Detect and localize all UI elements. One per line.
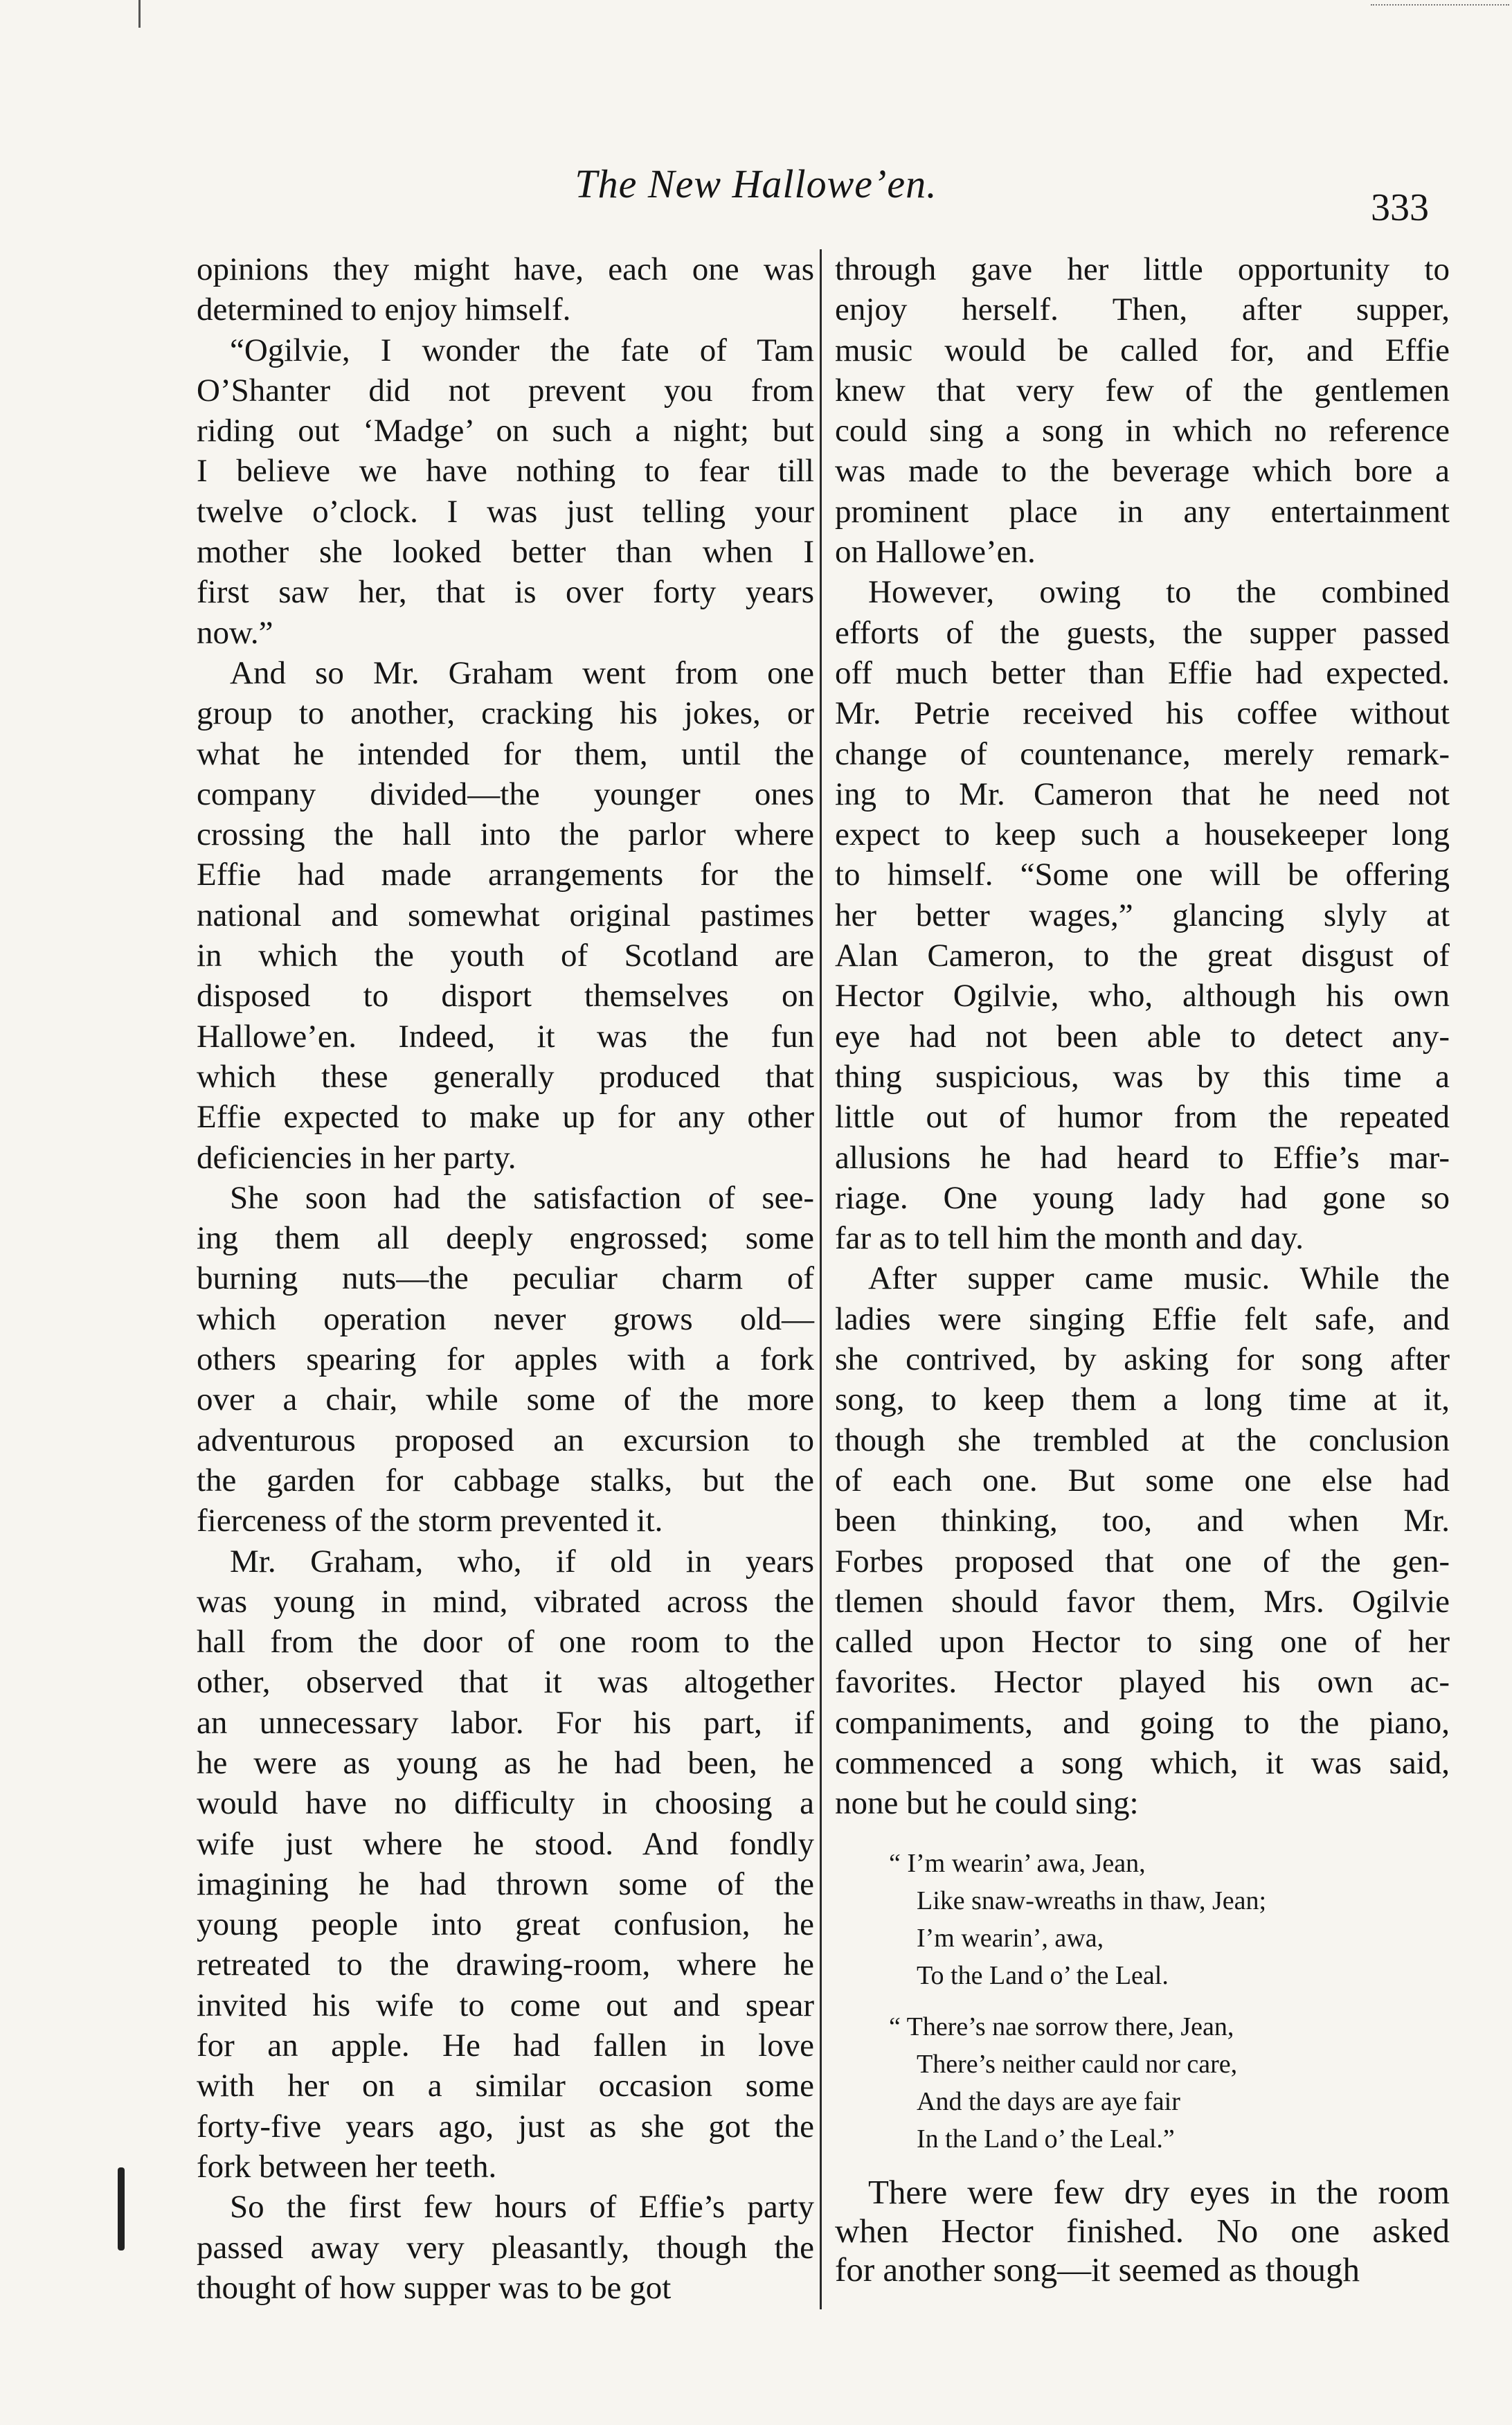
- text-line: adventurous proposed an excursion to: [197, 1422, 814, 1458]
- text-line: ing them all deeply engrossed; some: [197, 1220, 814, 1257]
- text-line: others spearing for apples with a fork: [197, 1341, 814, 1378]
- text-line: companiments, and going to the piano,: [835, 1704, 1450, 1741]
- text-line: Hallowe’en. Indeed, it was the fun: [197, 1018, 814, 1055]
- poem-stanza-2: [835, 2008, 1450, 2158]
- text-line: thing suspicious, was by this time a: [835, 1058, 1450, 1095]
- text-line: what he intended for them, until the: [197, 735, 814, 772]
- text-line: determined to enjoy himself.: [197, 292, 571, 328]
- text-line: called upon Hector to sing one of her: [835, 1624, 1450, 1661]
- text-line: for an apple. He had fallen in love: [197, 2028, 814, 2064]
- text-line: would have no difficulty in choosing a: [197, 1785, 814, 1822]
- text-line: However, owing to the combined: [868, 574, 1450, 611]
- text-line: disposed to disport themselves on: [197, 978, 814, 1014]
- text-line: none but he could sing:: [835, 1785, 1139, 1822]
- margin-tick: [138, 0, 141, 28]
- poem-line: To the Land o’ the Leal.: [917, 1960, 1169, 1990]
- text-line: group to another, cracking his jokes, or: [197, 695, 814, 732]
- text-line: She soon had the satisfaction of see-: [230, 1179, 814, 1216]
- text-line: through gave her little opportunity to: [835, 251, 1450, 287]
- text-line: off much better than Effie had expected.: [835, 654, 1450, 691]
- text-line: though she trembled at the conclusion: [835, 1422, 1450, 1458]
- text-line: Effie had made arrangements for the: [197, 857, 814, 893]
- poem-line: “ There’s nae sorrow there, Jean,: [889, 2012, 1234, 2041]
- running-title: The New Hallowe’en.: [575, 161, 937, 206]
- text-line: tlemen should favor them, Mrs. Ogilvie: [835, 1583, 1450, 1620]
- text-line: Effie expected to make up for any other: [197, 1099, 814, 1136]
- text-line: O’Shanter did not prevent you from: [197, 372, 814, 409]
- text-line: commenced a song which, it was said,: [835, 1744, 1450, 1781]
- text-line: burning nuts—the peculiar charm of: [197, 1260, 814, 1297]
- poem-line: There’s neither cauld nor care,: [917, 2049, 1238, 2079]
- text-line: deficiencies in her party.: [197, 1139, 516, 1176]
- text-line: which these generally produced that: [197, 1058, 814, 1095]
- text-line: retreated to the drawing-room, where he: [197, 1947, 814, 1983]
- text-line: And so Mr. Graham went from one: [230, 654, 814, 691]
- text-line: Mr. Petrie received his coffee without: [835, 695, 1450, 732]
- text-line: the garden for cabbage stalks, but the: [197, 1462, 814, 1498]
- text-line: thought of how supper was to be got: [197, 2269, 672, 2306]
- text-line: prominent place in any entertainment: [835, 493, 1450, 530]
- text-line: I believe we have nothing to fear till: [197, 453, 814, 490]
- margin-ink-mark: [118, 2167, 125, 2250]
- right-column-body: [835, 249, 1450, 1824]
- text-line: of each one. But some one else had: [835, 1462, 1450, 1498]
- text-line: So the first few hours of Effie’s party: [230, 2189, 814, 2226]
- text-line: an unnecessary labor. For his part, if: [197, 1704, 814, 1741]
- text-line: forty-five years ago, just as she got the: [197, 2108, 814, 2145]
- text-line: far as to tell him the month and day.: [835, 1220, 1304, 1257]
- text-line: ing to Mr. Cameron that he need not: [835, 776, 1450, 812]
- poem-line: In the Land o’ the Leal.”: [917, 2124, 1175, 2154]
- text-line: crossing the hall into the parlor where: [197, 816, 814, 853]
- text-line: passed away very pleasantly, though the: [197, 2229, 814, 2266]
- text-line: young people into great confusion, he: [197, 1906, 814, 1943]
- text-line: Forbes proposed that one of the gen-: [835, 1543, 1450, 1580]
- poem-line: I’m wearin’, awa,: [917, 1923, 1104, 1953]
- text-line: little out of humor from the repeated: [835, 1099, 1450, 1136]
- text-line: song, to keep them a long time at it,: [835, 1381, 1450, 1418]
- text-line: now.”: [197, 614, 273, 651]
- text-line: opinions they might have, each one was: [197, 251, 814, 287]
- text-line: allusions he had heard to Effie’s mar-: [835, 1139, 1450, 1176]
- text-line: hall from the door of one room to the: [197, 1624, 814, 1661]
- right-column-tail: [835, 2173, 1450, 2289]
- text-line: There were few dry eyes in the room: [868, 2172, 1450, 2211]
- poem-line: Like snaw-wreaths in thaw, Jean;: [917, 1886, 1267, 1915]
- text-line: national and somewhat original pastimes: [197, 897, 814, 933]
- poem-line: “ I’m wearin’ awa, Jean,: [889, 1848, 1146, 1878]
- text-line: eye had not been able to detect any-: [835, 1018, 1450, 1055]
- text-line: first saw her, that is over forty years: [197, 574, 814, 611]
- text-line: favorites. Hector played his own ac-: [835, 1664, 1450, 1701]
- text-line: “Ogilvie, I wonder the fate of Tam: [230, 332, 814, 368]
- text-line: when Hector finished. No one asked: [835, 2211, 1450, 2250]
- poem-block: [835, 1845, 1450, 2158]
- poem-line: And the days are aye fair: [917, 2086, 1180, 2116]
- text-line: wife just where he stood. And fondly: [197, 1825, 814, 1862]
- text-line: Alan Cameron, to the great disgust of: [835, 938, 1450, 974]
- text-line: her better wages,” glancing slyly at: [835, 897, 1450, 933]
- text-line: riding out ‘Madge’ on such a night; but: [197, 413, 814, 449]
- text-line: mother she looked better than when I: [197, 534, 814, 571]
- text-line: enjoy herself. Then, after supper,: [835, 292, 1450, 328]
- text-line: which operation never grows old—: [197, 1300, 814, 1337]
- text-line: she contrived, by asking for song after: [835, 1341, 1450, 1378]
- text-line: was made to the beverage which bore a: [835, 453, 1450, 490]
- text-line: fork between her teeth.: [197, 2148, 497, 2185]
- text-line: music would be called for, and Effie: [835, 332, 1450, 368]
- text-line: invited his wife to come out and spear: [197, 1987, 814, 2023]
- text-line: imagining he had thrown some of the: [197, 1865, 814, 1902]
- text-line: Hector Ogilvie, who, although his own: [835, 978, 1450, 1014]
- text-line: knew that very few of the gentlemen: [835, 372, 1450, 409]
- text-line: for another song—it seemed as though: [835, 2250, 1360, 2289]
- text-line: in which the youth of Scotland are: [197, 938, 814, 974]
- poem-stanza-1: [835, 1845, 1450, 1994]
- text-line: to himself. “Some one will be offering: [835, 857, 1450, 893]
- text-line: expect to keep such a housekeeper long: [835, 816, 1450, 853]
- text-line: over a chair, while some of the more: [197, 1381, 814, 1418]
- text-line: he were as young as he had been, he: [197, 1744, 814, 1781]
- text-line: been thinking, too, and when Mr.: [835, 1503, 1450, 1539]
- text-line: could sing a song in which no reference: [835, 413, 1450, 449]
- text-line: riage. One young lady had gone so: [835, 1179, 1450, 1216]
- column-divider: [820, 249, 822, 2309]
- right-column: [835, 249, 1450, 2289]
- text-line: After supper came music. While the: [868, 1260, 1450, 1297]
- text-line: was young in mind, vibrated across the: [197, 1583, 814, 1620]
- text-line: with her on a similar occasion some: [197, 2068, 814, 2104]
- text-line: twelve o’clock. I was just telling your: [197, 493, 814, 530]
- top-edge-mark: [1371, 4, 1509, 7]
- text-line: other, observed that it was altogether: [197, 1664, 814, 1701]
- page-number: 333: [1371, 186, 1429, 229]
- text-line: Mr. Graham, who, if old in years: [230, 1543, 814, 1580]
- text-line: efforts of the guests, the supper passed: [835, 614, 1450, 651]
- text-line: fierceness of the storm prevented it.: [197, 1503, 663, 1539]
- left-column: [197, 249, 814, 2308]
- text-line: company divided—the younger ones: [197, 776, 814, 812]
- text-line: ladies were singing Effie felt safe, and: [835, 1300, 1450, 1337]
- text-line: on Hallowe’en.: [835, 534, 1036, 571]
- text-line: change of countenance, merely remark-: [835, 735, 1450, 772]
